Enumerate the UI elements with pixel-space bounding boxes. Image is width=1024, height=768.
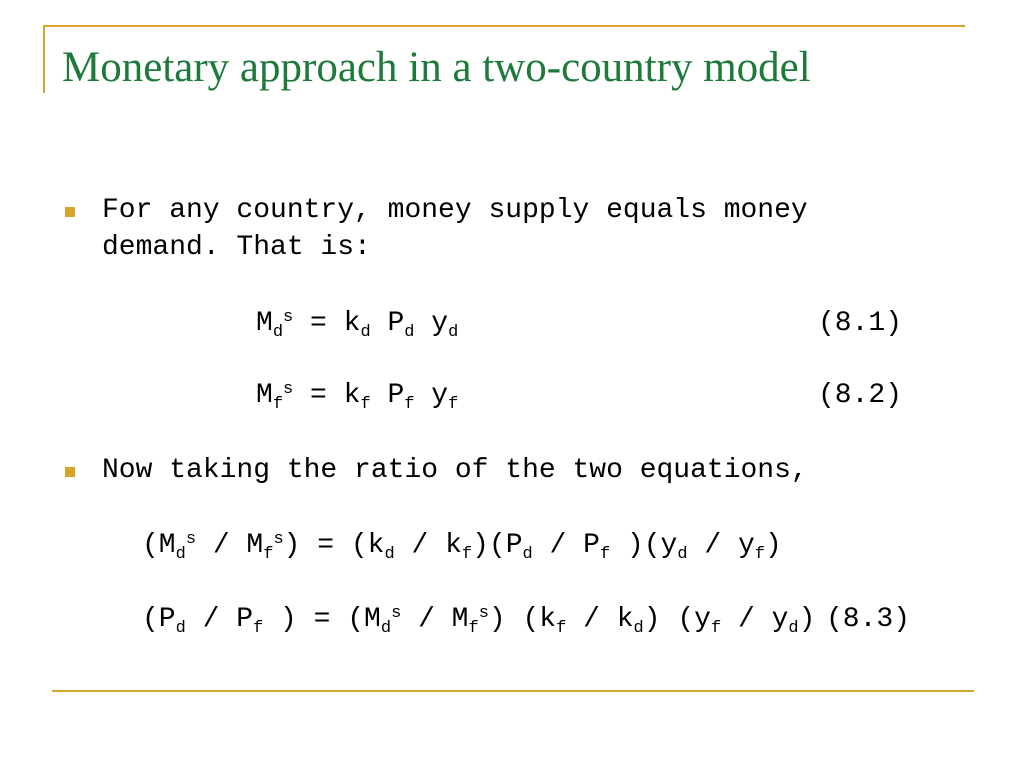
frame-bottom-rule — [52, 690, 974, 692]
equation-number-8-3: (8.3) — [826, 604, 911, 635]
bullet-1-line-1: For any country, money supply equals money — [102, 195, 808, 226]
equation-number-8-1: (8.1) — [818, 308, 903, 339]
equation-number-8-2: (8.2) — [818, 380, 903, 411]
bullet-1-line-2: demand. That is: — [102, 232, 371, 263]
slide-title: Monetary approach in a two-country model — [62, 44, 811, 91]
bullet-square-icon — [65, 467, 75, 477]
bullet-2-line-1: Now taking the ratio of the two equations, — [102, 455, 808, 486]
frame-left-rule — [43, 25, 45, 93]
equation-8-2: $M_f^s = k_f$ $P_f$ $y_f$ — [256, 380, 459, 414]
frame-top-rule — [43, 25, 965, 27]
bullet-square-icon — [65, 207, 75, 217]
ratio-equation: $(M_d^s / M_f^s) = (k_d / k_f)(P_d / P_f$ )$(y_d / y_f)$ — [142, 530, 782, 564]
equation-8-1: $M_d^s = k_d$ $P_d$ $y_d$ — [256, 308, 459, 342]
equation-8-3: ($P_d / P_f$ ) = $(M_d^s / M_f^s)$ $(k_f / k_d)$ $(y_f / y_d)$ — [142, 604, 816, 638]
